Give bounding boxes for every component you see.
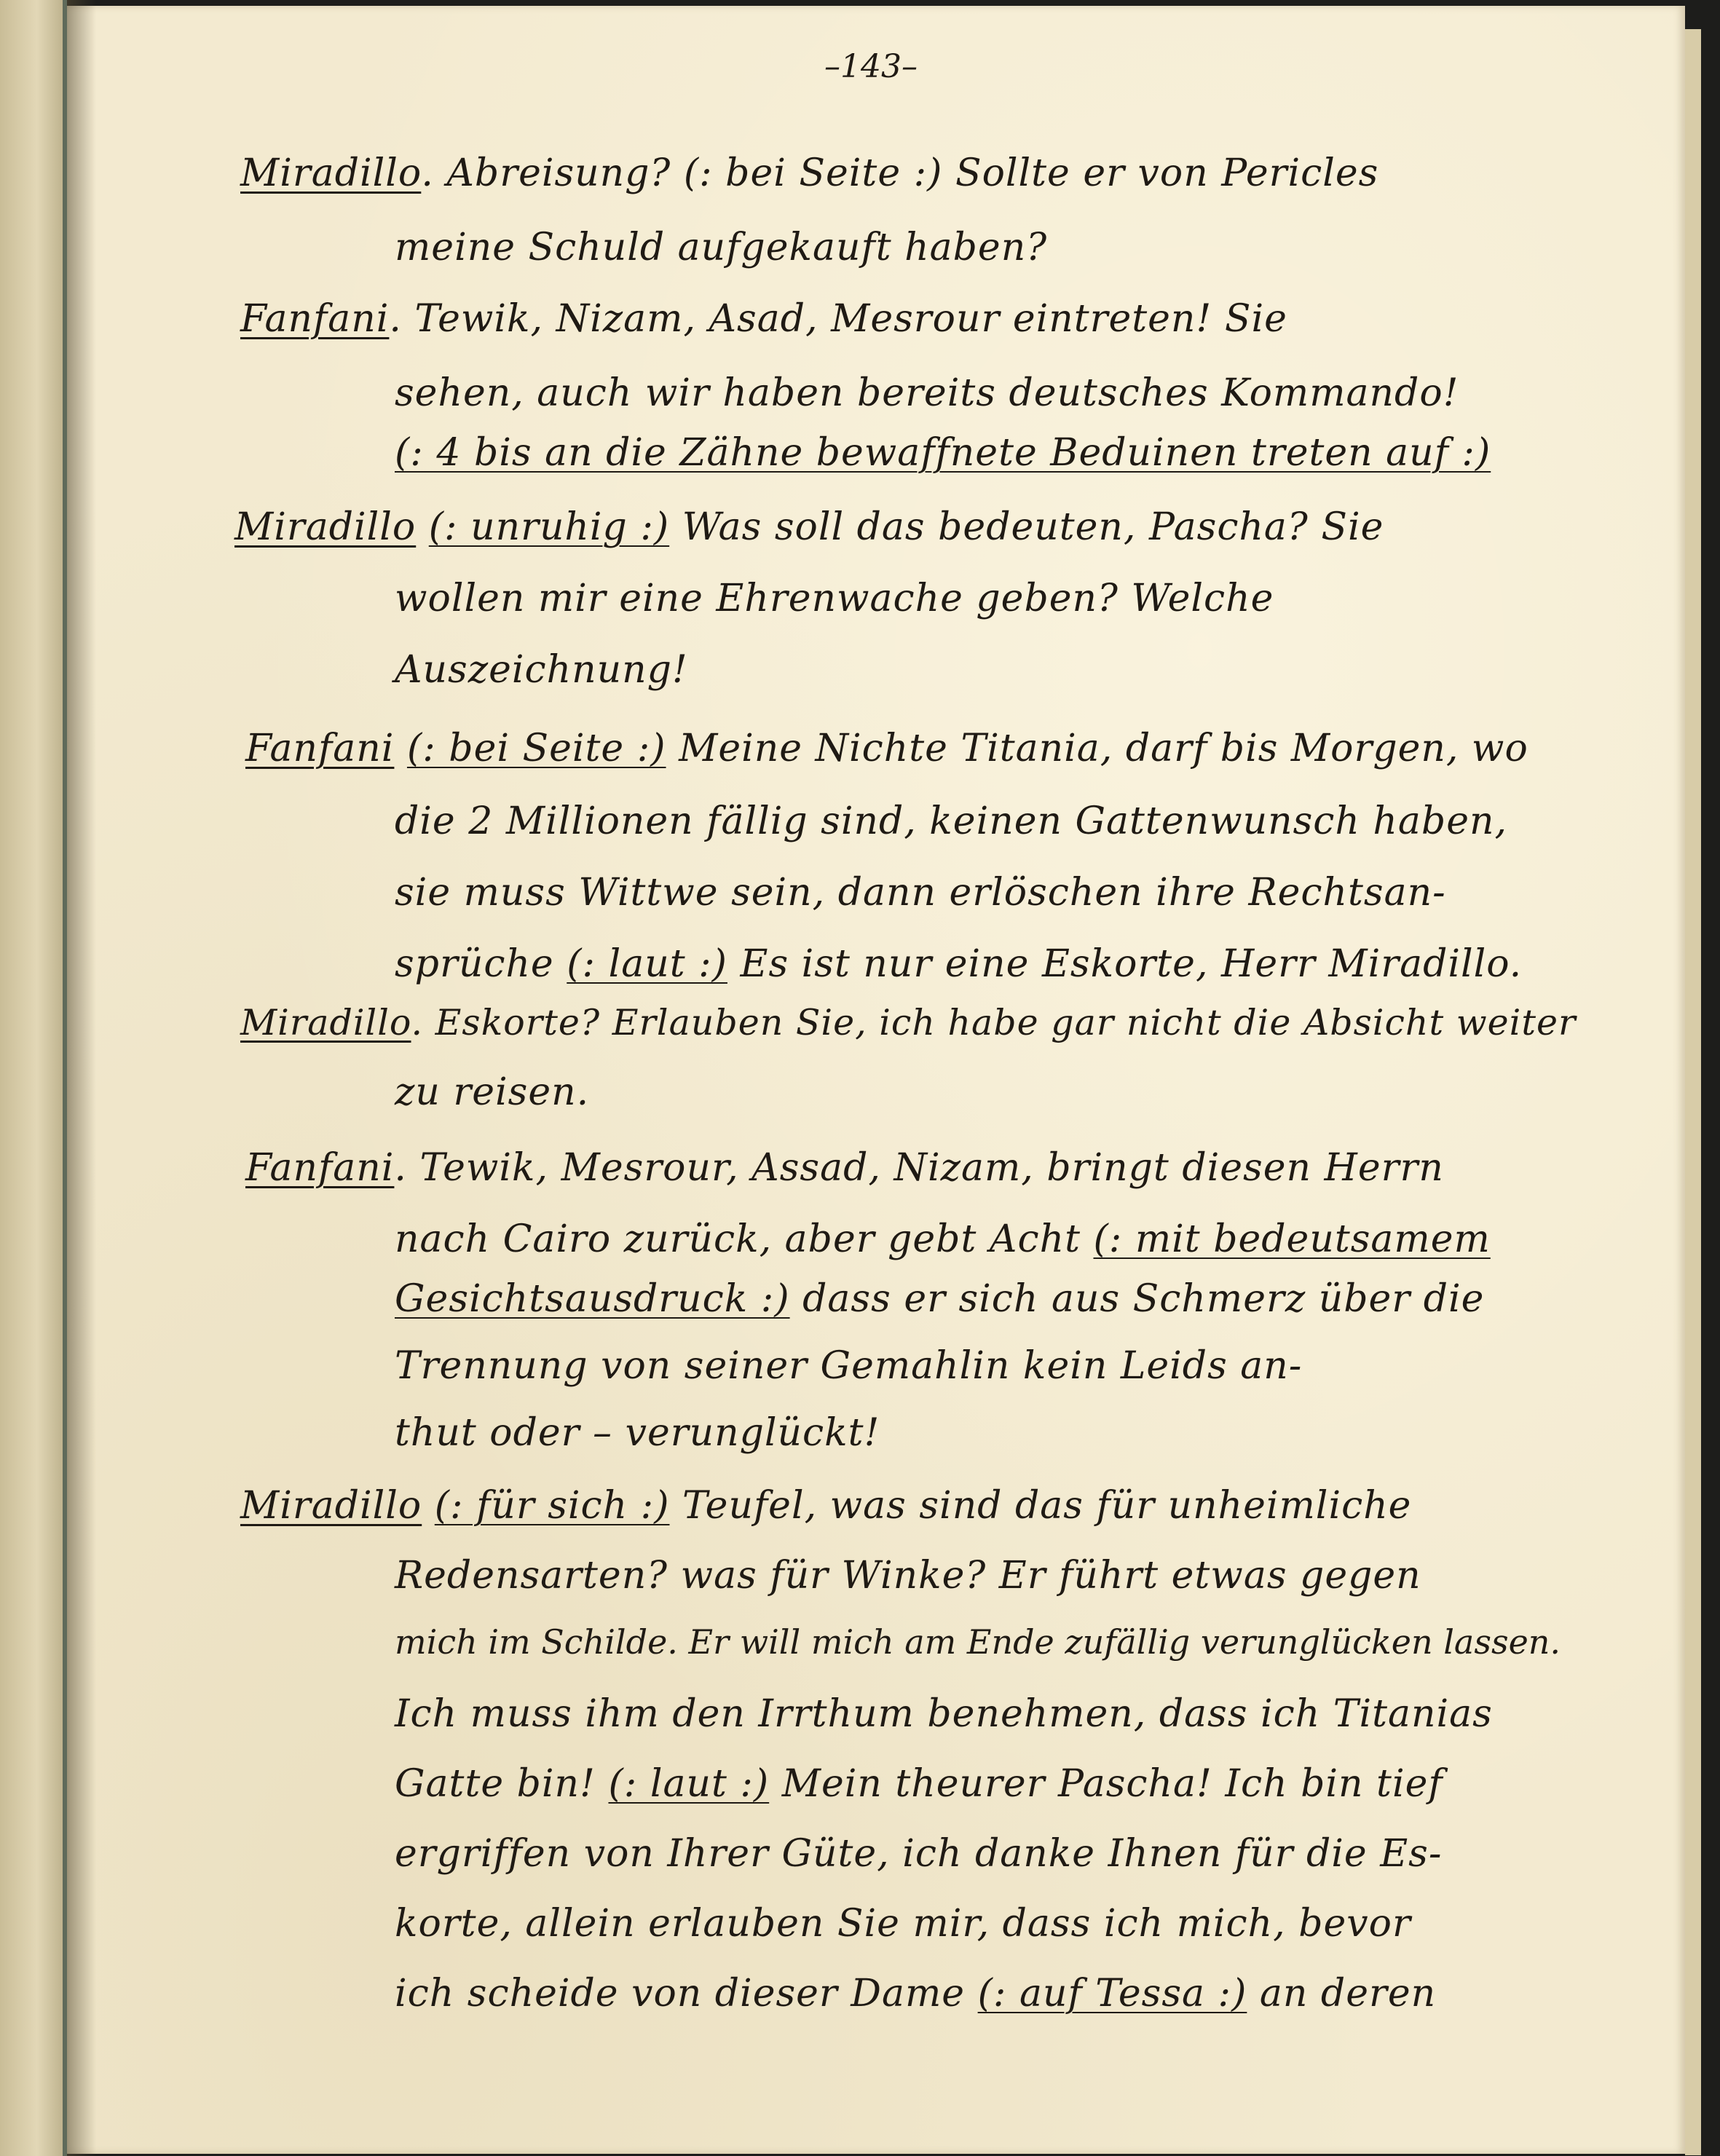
text-line [245,727,1528,770]
speaker-name: Miradillo [240,1484,422,1528]
line-text: mich im Schilde. Er will mich am Ende zufällig verunglücken lassen. [395,1622,1561,1662]
text-line [234,505,1384,549]
text-line [395,1277,1484,1321]
line-text: . Tewik, Nizam, Asad, Mesrour eintreten! Sie [389,297,1287,341]
line-text: wollen mir eine Ehrenwache geben? Welche [395,577,1274,620]
line-text: die 2 Millionen fällig sind, keinen Gattenwunsch haben, [395,799,1507,843]
speaker-name: Fanfani [245,1146,395,1190]
text-line [395,1411,880,1455]
line-text: nach Cairo zurück, aber gebt Acht [395,1217,1081,1261]
line-text: Redensarten? was für Winke? Er führt etwas gegen [395,1554,1421,1598]
line-text: Was soll das bedeuten, Pascha? Sie [669,505,1384,549]
line-text: korte, allein erlauben Sie mir, dass ich mich, bevor [395,1902,1411,1946]
line-text: . Eskorte? Erlauben Sie, ich habe gar nicht die Absicht weiter [411,1002,1577,1043]
text-line [395,648,688,692]
previous-page-edge [0,0,67,2156]
text-line [240,151,1378,195]
text-line [395,371,1459,415]
line-text: Mein theurer Pascha! Ich bin tief [769,1762,1443,1806]
text-line [395,1622,1561,1662]
speaker-name: Fanfani [245,727,395,770]
stage-direction: (: bei Seite :) [406,727,666,770]
line-text: zu reisen. [395,1070,590,1114]
text-line [395,1902,1411,1946]
stage-direction: (: für sich :) [434,1484,670,1528]
line-text: ergriffen von Ihrer Güte, ich danke Ihnen für die Es- [395,1832,1443,1876]
text-line [395,226,1047,269]
text-line [395,1762,1443,1806]
text-line [395,799,1507,843]
line-text: sie muss Wittwe sein, dann erlöschen ihre Rechtsan- [395,871,1446,915]
text-line [395,1972,1436,2015]
stage-direction: (: mit bedeutsamem [1093,1217,1491,1261]
text-line [395,942,1522,986]
line-text: sprüche [395,942,554,986]
text-line [395,1692,1493,1736]
text-line [395,1832,1442,1876]
text-line [395,431,1491,475]
line-text: meine Schuld aufgekauft haben? [395,226,1048,269]
text-line [395,1554,1421,1598]
page-edge [1685,29,1701,2155]
line-text: . Abreisung? (: bei Seite :) Sollte er von Pericles [421,151,1379,195]
line-text: Gatte bin! [395,1762,596,1806]
speaker-name: Fanfani [240,297,390,341]
page-number: –143– [824,48,918,85]
speaker-name: Miradillo [240,1002,411,1043]
line-text: Ich muss ihm den Irrthum benehmen, dass ich Titanias [395,1692,1493,1736]
line-text: Meine Nichte Titania, darf bis Morgen, wo [666,727,1528,770]
text-line [395,1217,1491,1261]
line-text: Auszeichnung! [395,648,688,692]
text-line [395,577,1274,620]
text-line [240,1002,1576,1043]
line-text: Trennung von seiner Gemahlin kein Leids an- [395,1344,1303,1388]
manuscript-page [67,6,1685,2154]
line-text: . Tewik, Mesrour, Assad, Nizam, bringt diesen Herrn [394,1146,1444,1190]
text-line [395,1344,1302,1388]
speaker-name: Miradillo [234,505,417,549]
text-line [245,1146,1444,1190]
stage-direction: Gesichtsausdruck :) [395,1277,790,1321]
text-line [395,1070,589,1114]
gutter-shadow [67,0,96,2156]
line-text: thut oder – verunglückt! [395,1411,880,1455]
line-text: Es ist nur eine Eskorte, Herr Miradillo. [727,942,1523,986]
text-line [395,871,1446,915]
line-text: Teufel, was sind das für unheimliche [669,1484,1412,1528]
line-text: sehen, auch wir haben bereits deutsches Kommando! [395,371,1459,415]
line-text: ich scheide von dieser Dame [395,1972,966,2015]
stage-direction: (: laut :) [608,1762,770,1806]
stage-direction: (: unruhig :) [428,505,670,549]
line-text: an deren [1247,1972,1437,2015]
stage-direction: (: 4 bis an die Zähne bewaffnete Beduinen treten auf :) [395,431,1491,475]
stage-direction: (: auf Tessa :) [977,1972,1247,2015]
stage-direction: (: laut :) [567,942,727,986]
text-line [240,1484,1411,1528]
line-text: dass er sich aus Schmerz über die [789,1277,1485,1321]
text-line [240,297,1287,341]
speaker-name: Miradillo [240,151,422,195]
